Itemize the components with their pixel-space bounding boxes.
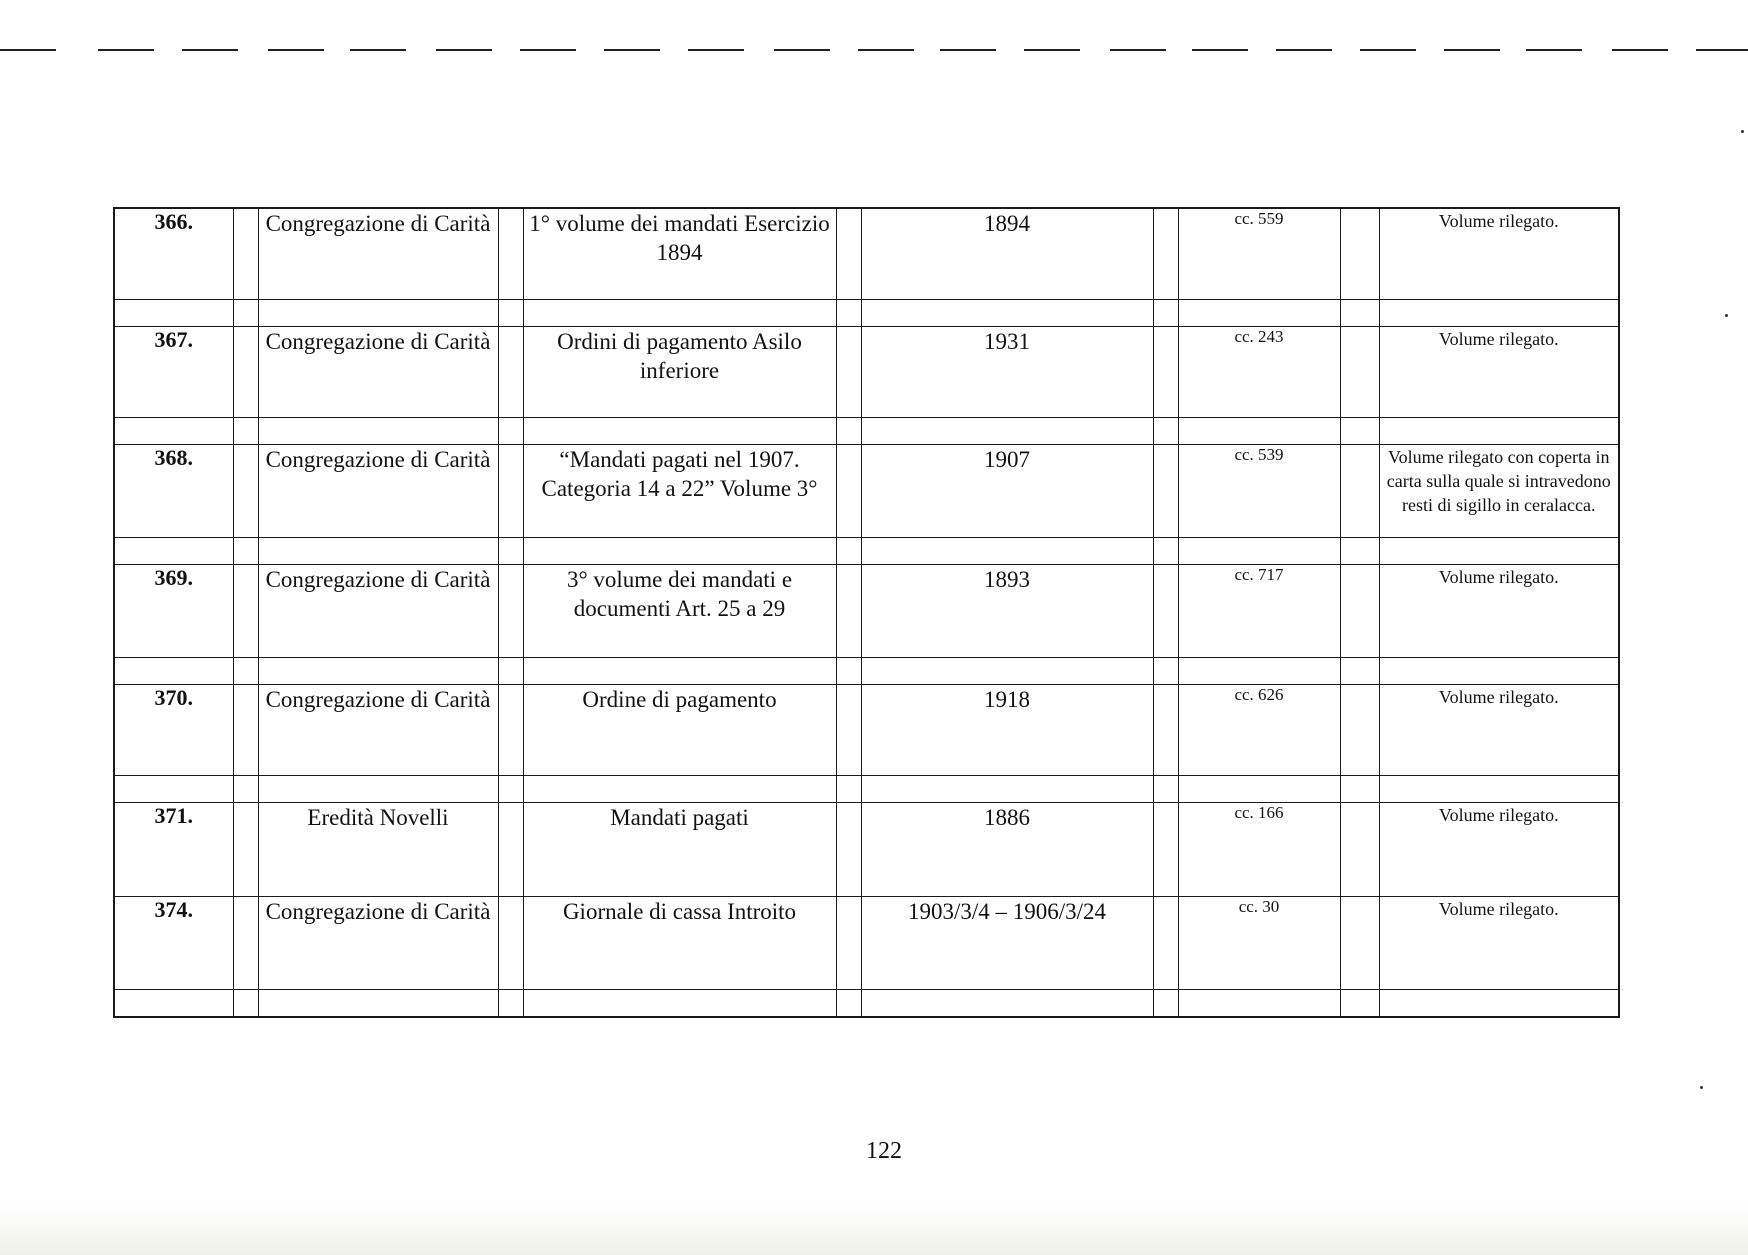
record-date: 1918 (861, 684, 1153, 775)
spacer-row (114, 989, 1619, 1017)
record-number: 374. (114, 896, 233, 989)
column-gap (498, 802, 523, 896)
empty-cell (233, 657, 258, 684)
empty-cell (1178, 537, 1340, 564)
empty-cell (836, 537, 861, 564)
empty-cell (258, 537, 498, 564)
column-gap (1340, 896, 1379, 989)
empty-cell (498, 657, 523, 684)
record-row (114, 896, 1619, 989)
column-gap (836, 896, 861, 989)
dash-segment (858, 49, 914, 51)
empty-cell (114, 417, 233, 444)
empty-cell (233, 989, 258, 1017)
record-notes: Volume rilegato. (1379, 326, 1619, 417)
column-gap (233, 444, 258, 537)
record-notes: Volume rilegato. (1379, 564, 1619, 657)
column-gap (233, 208, 258, 299)
record-number: 369. (114, 564, 233, 657)
record-date: 1894 (861, 208, 1153, 299)
empty-cell (861, 299, 1153, 326)
record-entity: Congregazione di Carità (258, 444, 498, 537)
empty-cell (1340, 775, 1379, 802)
record-notes: Volume rilegato. (1379, 684, 1619, 775)
column-gap (1153, 564, 1178, 657)
dash-segment (688, 49, 744, 51)
column-gap (498, 208, 523, 299)
record-pages: cc. 539 (1178, 444, 1340, 537)
record-row (114, 684, 1619, 775)
dash-segment (350, 49, 406, 51)
dash-segment (182, 49, 238, 51)
record-number: 367. (114, 326, 233, 417)
dash-segment (604, 49, 660, 51)
column-gap (498, 896, 523, 989)
empty-cell (1379, 417, 1619, 444)
record-entity: Congregazione di Carità (258, 684, 498, 775)
empty-cell (258, 657, 498, 684)
empty-cell (1153, 989, 1178, 1017)
empty-cell (114, 775, 233, 802)
scan-speck (1700, 1086, 1703, 1089)
empty-cell (233, 299, 258, 326)
empty-cell (1379, 989, 1619, 1017)
record-number: 371. (114, 802, 233, 896)
column-gap (1340, 684, 1379, 775)
empty-cell (523, 775, 836, 802)
dash-segment (1696, 49, 1748, 51)
column-gap (1340, 326, 1379, 417)
scan-speck (1725, 314, 1728, 317)
empty-cell (498, 775, 523, 802)
empty-cell (233, 537, 258, 564)
dash-segment (436, 49, 492, 51)
empty-cell (1153, 417, 1178, 444)
empty-cell (498, 299, 523, 326)
empty-cell (523, 299, 836, 326)
dash-segment (0, 49, 56, 51)
empty-cell (1340, 299, 1379, 326)
empty-cell (1340, 537, 1379, 564)
empty-cell (114, 537, 233, 564)
record-number: 368. (114, 444, 233, 537)
record-pages: cc. 243 (1178, 326, 1340, 417)
empty-cell (233, 775, 258, 802)
column-gap (836, 208, 861, 299)
column-gap (498, 444, 523, 537)
record-date: 1886 (861, 802, 1153, 896)
column-gap (233, 802, 258, 896)
dash-segment (1024, 49, 1080, 51)
record-row (114, 444, 1619, 537)
empty-cell (498, 417, 523, 444)
record-entity: Congregazione di Carità (258, 896, 498, 989)
empty-cell (523, 537, 836, 564)
dash-segment (774, 49, 830, 51)
empty-cell (233, 417, 258, 444)
empty-cell (1340, 417, 1379, 444)
dash-segment (1276, 49, 1332, 51)
record-row (114, 802, 1619, 896)
scan-speck (1741, 130, 1744, 133)
empty-cell (523, 417, 836, 444)
empty-cell (114, 299, 233, 326)
record-title: 3° volume dei mandati e documenti Art. 25 a 29 (523, 564, 836, 657)
record-pages: cc. 626 (1178, 684, 1340, 775)
empty-cell (258, 989, 498, 1017)
record-notes: Volume rilegato con coperta in carta sulla quale si intravedono resti di sigillo in ceralacca. (1379, 444, 1619, 537)
dash-segment (98, 49, 154, 51)
empty-cell (836, 989, 861, 1017)
column-gap (1153, 326, 1178, 417)
column-gap (1153, 684, 1178, 775)
column-gap (836, 564, 861, 657)
column-gap (1153, 896, 1178, 989)
record-entity: Eredità Novelli (258, 802, 498, 896)
column-gap (233, 564, 258, 657)
empty-cell (1340, 989, 1379, 1017)
records-table (113, 207, 1620, 1018)
record-row (114, 326, 1619, 417)
column-gap (1340, 564, 1379, 657)
dash-segment (1110, 49, 1166, 51)
dash-segment (1360, 49, 1416, 51)
page-number: 122 (866, 1138, 902, 1164)
dash-segment (940, 49, 996, 51)
record-pages: cc. 559 (1178, 208, 1340, 299)
record-title: Mandati pagati (523, 802, 836, 896)
empty-cell (258, 417, 498, 444)
empty-cell (498, 989, 523, 1017)
empty-cell (861, 775, 1153, 802)
column-gap (233, 684, 258, 775)
column-gap (498, 326, 523, 417)
spacer-row (114, 657, 1619, 684)
dash-segment (1612, 49, 1668, 51)
empty-cell (1153, 657, 1178, 684)
spacer-row (114, 417, 1619, 444)
spacer-row (114, 537, 1619, 564)
record-notes: Volume rilegato. (1379, 896, 1619, 989)
dash-segment (1192, 49, 1248, 51)
spacer-row (114, 299, 1619, 326)
record-entity: Congregazione di Carità (258, 208, 498, 299)
empty-cell (1153, 775, 1178, 802)
column-gap (498, 564, 523, 657)
column-gap (1340, 802, 1379, 896)
empty-cell (861, 657, 1153, 684)
top-dashed-rule (0, 49, 1748, 52)
column-gap (836, 802, 861, 896)
column-gap (836, 326, 861, 417)
record-title: Ordine di pagamento (523, 684, 836, 775)
empty-cell (1379, 775, 1619, 802)
record-date: 1931 (861, 326, 1153, 417)
empty-cell (861, 537, 1153, 564)
column-gap (498, 684, 523, 775)
record-row (114, 564, 1619, 657)
spacer-row (114, 775, 1619, 802)
empty-cell (1153, 537, 1178, 564)
record-title: Giornale di cassa Introito (523, 896, 836, 989)
record-title: “Mandati pagati nel 1907. Categoria 14 a 22” Volume 3° (523, 444, 836, 537)
empty-cell (258, 299, 498, 326)
empty-cell (498, 537, 523, 564)
empty-cell (1178, 989, 1340, 1017)
empty-cell (523, 657, 836, 684)
record-number: 366. (114, 208, 233, 299)
empty-cell (861, 417, 1153, 444)
empty-cell (1379, 657, 1619, 684)
column-gap (1153, 444, 1178, 537)
record-date: 1903/3/4 – 1906/3/24 (861, 896, 1153, 989)
empty-cell (836, 657, 861, 684)
empty-cell (523, 989, 836, 1017)
column-gap (233, 896, 258, 989)
record-row (114, 208, 1619, 299)
dash-segment (268, 49, 324, 51)
empty-cell (1178, 417, 1340, 444)
empty-cell (836, 775, 861, 802)
empty-cell (861, 989, 1153, 1017)
record-pages: cc. 30 (1178, 896, 1340, 989)
empty-cell (1153, 299, 1178, 326)
empty-cell (1178, 299, 1340, 326)
column-gap (233, 326, 258, 417)
empty-cell (836, 417, 861, 444)
empty-cell (1178, 775, 1340, 802)
empty-cell (114, 657, 233, 684)
column-gap (1340, 208, 1379, 299)
record-entity: Congregazione di Carità (258, 326, 498, 417)
column-gap (1340, 444, 1379, 537)
record-entity: Congregazione di Carità (258, 564, 498, 657)
scan-edge-tint (0, 1205, 1748, 1255)
record-notes: Volume rilegato. (1379, 208, 1619, 299)
record-number: 370. (114, 684, 233, 775)
dash-segment (1444, 49, 1500, 51)
column-gap (1153, 802, 1178, 896)
dash-segment (1526, 49, 1582, 51)
empty-cell (1340, 657, 1379, 684)
record-date: 1907 (861, 444, 1153, 537)
column-gap (836, 444, 861, 537)
column-gap (836, 684, 861, 775)
empty-cell (114, 989, 233, 1017)
empty-cell (1379, 299, 1619, 326)
record-notes: Volume rilegato. (1379, 802, 1619, 896)
record-date: 1893 (861, 564, 1153, 657)
dash-segment (520, 49, 576, 51)
empty-cell (836, 299, 861, 326)
empty-cell (1379, 537, 1619, 564)
record-pages: cc. 717 (1178, 564, 1340, 657)
empty-cell (258, 775, 498, 802)
column-gap (1153, 208, 1178, 299)
record-title: 1° volume dei mandati Esercizio 1894 (523, 208, 836, 299)
record-pages: cc. 166 (1178, 802, 1340, 896)
record-title: Ordini di pagamento Asilo inferiore (523, 326, 836, 417)
empty-cell (1178, 657, 1340, 684)
